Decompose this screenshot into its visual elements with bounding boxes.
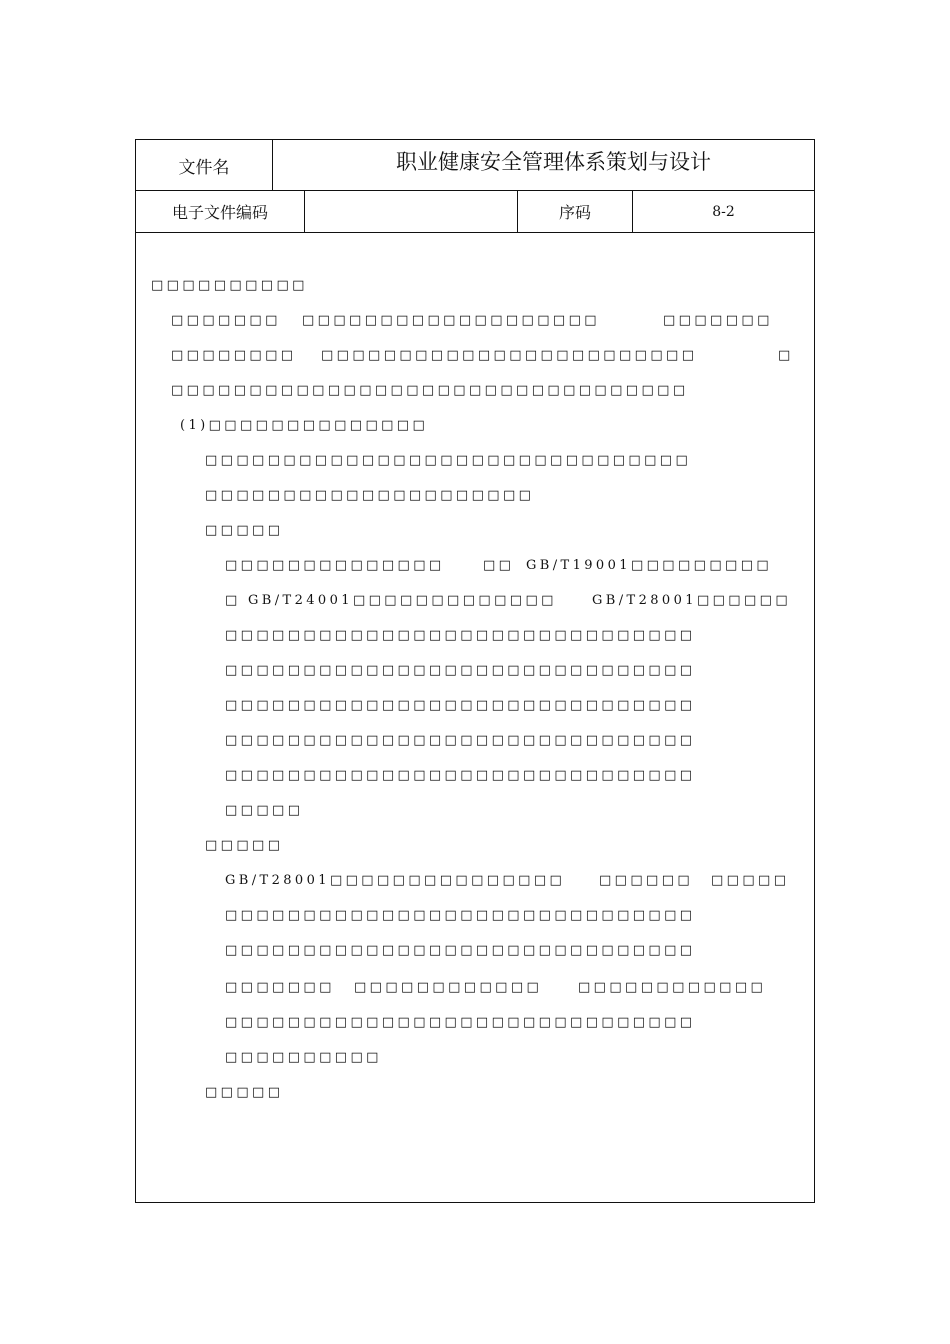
body-text-line: □□□□□□□□□□ [225,1050,382,1065]
body-text-line: □□□□□□□ [225,980,335,995]
body-text-line: GB/T28001□□□□□□□□□□□□□□□ [225,873,566,888]
body-text-line: GB/T19001□□□□□□□□□ [526,558,773,573]
body-text-line: □□□□□□□□□□□□□□□□□□□□□□□□□□□□□□ [225,768,696,783]
body-text-line: □□□□□□□□□□□□ [578,980,767,995]
body-text-line: □□□□□□□□□□□□□□□□□□□□□□□□□□□□□□ [225,698,696,713]
body-text-line: □□□□□□□□□□□□□□□□□□□□□ [205,488,535,503]
body-text-line: □□□□□□□□□□□□□□ [225,558,445,573]
body-text-line: □□□□□□□□□□□□□□□□□□□□□□□□□□□□□□ [225,1015,696,1030]
document-title: 职业健康安全管理体系策划与设计 [396,150,711,174]
body-text-line: □□□□□ [205,1085,284,1100]
doc-code-value [305,191,518,232]
body-text-line: □□□□□□□□□□□□□□□□□□□□□□□□ [321,348,698,363]
header-row-1 [136,140,814,191]
header-row-2 [136,191,814,233]
body-text-line: □□□□□ [225,803,304,818]
body-text-line: □□□□□□□□ [171,348,297,363]
body-text-line: □□□□□□□□□□□□□□□□□□□□□□□□□□□□□□ [225,943,696,958]
body-text-line: □□□□□ [205,838,284,853]
body-text-line: GB/T28001□□□□□□ [592,593,792,608]
body-text-line: □□□□□ [205,523,284,538]
file-name-label: 文件名 [136,140,273,190]
body-text-line: □□□□□□□□□□□□□□□□□□□□□□□□□□□□□□ [225,908,696,923]
body-text-line: □□□□□□□□□□□□□□□□□□□□□□□□□□□□□□ [225,663,696,678]
body-text-line: GB/T24001□□□□□□□□□□□□□ [248,593,557,608]
body-text-line: □□□□□ [711,873,790,888]
seq-value: 8-2 [712,203,735,220]
body-text-line: (1)□□□□□□□□□□□□□□ [180,418,429,433]
body-text-line: □□□□□□□□□□ [151,278,308,293]
body-text-line: □ [778,348,794,363]
body-text-line: □□□□□□□□□□□□□□□□□□□□□□□□□□□□□□□ [205,453,692,468]
body-text-line: □□□□□□□□□□□□□□□□□□□ [302,313,600,328]
body-text-line: □□□□□□□□□□□□□□□□□□□□□□□□□□□□□□ [225,628,696,643]
body-text-line: □□□□□□□□□□□□□□□□□□□□□□□□□□□□□□ [225,733,696,748]
body-text-line: □□□□□□□□□□□□ [354,980,543,995]
body-text-line: □□□□□□□□□□□□□□□□□□□□□□□□□□□□□□□□□ [171,383,689,398]
body-text-line: □ [225,593,241,608]
body-text-line: □□□□□□□ [663,313,773,328]
seq-label: 序码 [518,191,633,232]
body-text-line: □□□□□□□ [171,313,281,328]
body-text-line: □□□□□□ [599,873,694,888]
doc-code-label: 电子文件编码 [136,191,305,232]
body-text-line: □□ [483,558,515,573]
